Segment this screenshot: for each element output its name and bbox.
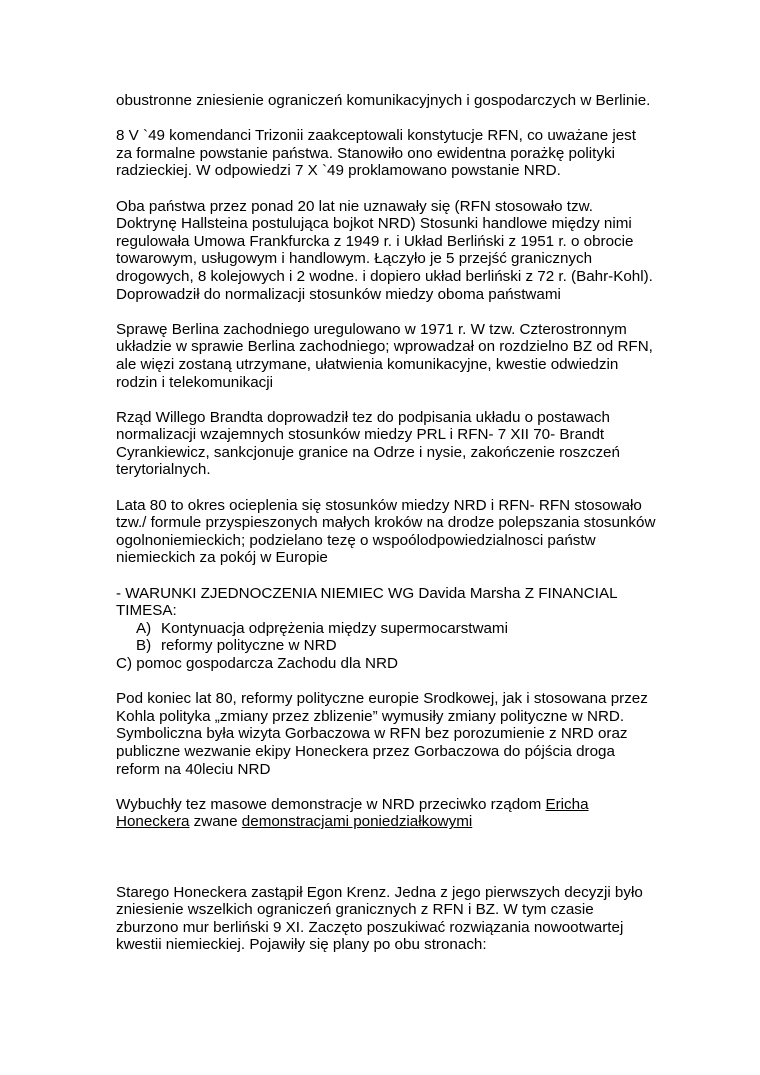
list-item (116, 637, 656, 655)
paragraph-economic-aid: C) pomoc gospodarcza Zachodu dla NRD (116, 655, 398, 672)
list-text: reformy polityczne w NRD (161, 637, 337, 655)
list-marker: B) (136, 637, 152, 655)
paragraph-berlin-restrictions: obustronne zniesienie ograniczeń komunikacyjnych i gospodarczych w Berlinie. (116, 92, 651, 109)
paragraph-unification-conditions: - WARUNKI ZJEDNOCZENIA NIEMIEC WG Davida Marsha Z FINANCIAL TIMESA: (116, 584, 617, 620)
demonstrations-text-b: zwane (189, 813, 242, 831)
paragraph-late-eighties-reforms: Pod koniec lat 80, reformy polityczne europie Srodkowej, jak i stosowana przez Kohla polityka „zmiany przez zblizenie” wymusiły zmiany polityczne w NRD. Symboliczna była wizyta Gorbaczowa w RFN bez porozumienie z NRD oraz publiczne wezwanie ekipy Honeckera przez Gorbaczowa do pójścia droga reform na 40leciu NRD (116, 690, 648, 778)
list-text: Kontynuacja odprężenia między supermocarstwami (161, 619, 508, 637)
document-page (116, 92, 656, 972)
paragraph-krenz: Starego Honeckera zastąpił Egon Krenz. Jedna z jego pierwszych decyzji było zniesienie wszelkich ograniczeń granicznych z RFN i BZ. W tym czasie zburzono mur berliński 9 XI. Zaczęto poszukiwać rozwiązania nowootwartej kwestii niemieckiej. Pojawiły się plany po obu stronach: (116, 883, 643, 954)
paragraph-demonstrations (116, 796, 656, 831)
list-item (116, 620, 656, 638)
demonstrations-text-a: Wybuchły tez masowe demonstracje w NRD przeciwko rządom (116, 795, 546, 813)
list-marker: A) (136, 619, 152, 637)
paragraph-eighties-relations: Lata 80 to okres ocieplenia się stosunków miedzy NRD i RFN- RFN stosowało tzw./ formule przyspieszonych małych kroków na drodze polepszania stosunków ogolnoniemieckich; podzielano tezę o wspoólodpowiedzialnosci państw niemieckich za pokój w Europie (116, 496, 656, 567)
link-ericha-honeckera[interactable]: Ericha Honeckera (116, 795, 589, 831)
paragraph-brandt-treaty: Rząd Willego Brandta doprowadził tez do podpisania układu o postawach normalizacji wzajemnych stosunków miedzy PRL i RFN- 7 XII 70- Brandt Cyrankiewicz, sankcjonuje granice na Odrze i nysie, zakończenie roszczeń terytorialnych. (116, 408, 620, 479)
blank-line (116, 849, 656, 884)
paragraph-rfn-constitution: 8 V `49 komendanci Trizonii zaakceptowali konstytucje RFN, co uważane jest za formalne powstanie państwa. Stanowiło ono ewidentna porażkę polityki radzieckiej. W odpowiedzi 7 X `49 proklamowano powstanie NRD. (116, 127, 636, 180)
paragraph-hallstein-doctrine: Oba państwa przez ponad 20 lat nie uznawały się (RFN stosowało tzw. Doktrynę Hallsteina postulująca bojkot NRD) Stosunki handlowe między nimi regulowała Umowa Frankfurcka z 1949 r. i Układ Berliński z 1951 r. o obrocie towarowym, usługowym i handlowym. Łączyło je 5 przejść granicznych drogowych, 8 kolejowych i 2 wodne. i dopiero układ berliński z 72 r. (Bahr-Kohl). Doprowadził do normalizacji stosunków miedzy oboma państwami (116, 197, 653, 303)
paragraph-berlin-agreement: Sprawę Berlina zachodniego uregulowano w 1971 r. W tzw. Czterostronnym układzie w sprawie Berlina zachodniego; wprowadzał on rozdzielno BZ od RFN, ale więzi zostaną utrzymane, ułatwienia komunikacyjne, kwestie odwiedzin rodzin i telekomunikacji (116, 320, 653, 391)
link-demonstracje-poniedzialkowe[interactable]: demonstracjami poniedziałkowymi (241, 813, 473, 831)
